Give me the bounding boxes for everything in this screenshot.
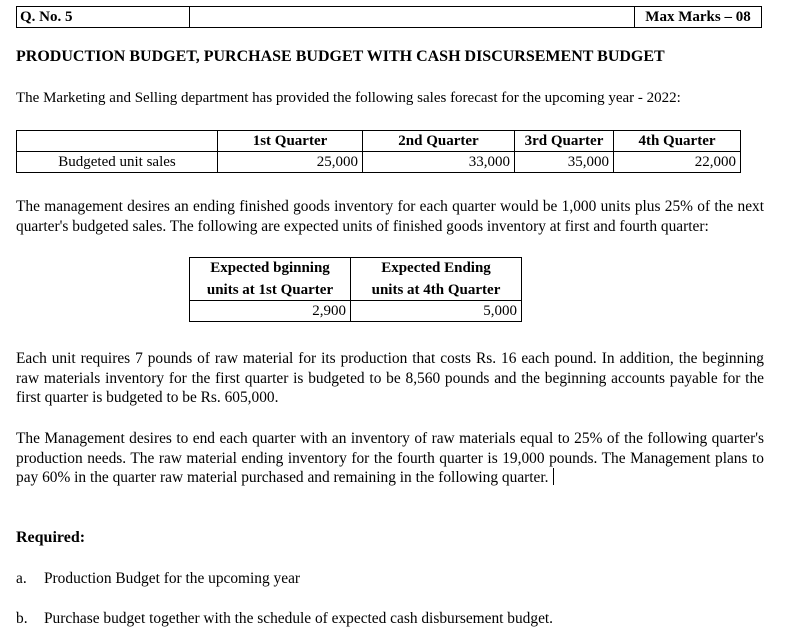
- col1-header-line2: units at 1st Quarter: [190, 278, 351, 301]
- question-header: [16, 6, 762, 28]
- max-marks: Max Marks – 08: [645, 9, 751, 25]
- question-number: Q. No. 5: [17, 7, 190, 27]
- list-marker: a.: [16, 570, 27, 587]
- raw-material-paragraph: Each unit requires 7 pounds of raw material for its production that costs Rs. 16 each pound. In addition, the beginning raw materials inventory for the first quarter is budgeted to be 8,560 pounds and the beginning accounts payable for the first quarter is budgeted to be Rs. 605,000.: [16, 350, 764, 406]
- table-corner-cell: [17, 131, 218, 152]
- header-q1: 1st Quarter: [218, 131, 363, 152]
- table-row: [17, 152, 741, 173]
- table-row: [190, 301, 522, 322]
- intro-text: The Marketing and Selling department has provided the following sales forecast for the upcoming year - 2022:: [16, 90, 681, 106]
- header-q3: 3rd Quarter: [515, 131, 614, 152]
- question-title: PRODUCTION BUDGET, PURCHASE BUDGET WITH CASH DISCURSEMENT BUDGET: [16, 48, 665, 65]
- inventory-table: [189, 257, 522, 322]
- value-q4: 22,000: [614, 152, 741, 173]
- row-label: Budgeted unit sales: [17, 152, 218, 173]
- col2-value: 5,000: [351, 301, 522, 322]
- text-cursor: [553, 468, 554, 485]
- header-spacer: [190, 7, 635, 27]
- list-item-text: Production Budget for the upcoming year: [44, 570, 301, 587]
- col2-header-line1: Expected Ending: [351, 258, 522, 279]
- list-item: [16, 570, 300, 588]
- col2-header-line2: units at 4th Quarter: [351, 278, 522, 301]
- management-paragraph: [16, 429, 764, 488]
- list-item: [16, 610, 553, 628]
- table-header-row: [17, 131, 741, 152]
- value-q1: 25,000: [218, 152, 363, 173]
- list-item-text: Purchase budget together with the schedule of expected cash disbursement budget.: [44, 610, 554, 627]
- col1-header-line1: Expected bginning: [190, 258, 351, 279]
- sales-forecast-table: [16, 130, 741, 173]
- management-paragraph-text: The Management desires to end each quarter with an inventory of raw materials equal to 25% of the following quarter's production needs. The raw material ending inventory for the fourth quarter is 19,000 pounds. The Management plans to pay 60% in the quarter raw material purchased and remaining in the following quarter.: [16, 430, 764, 486]
- value-q2: 33,000: [363, 152, 515, 173]
- inventory-paragraph: The management desires an ending finished goods inventory for each quarter would be 1,000 units plus 25% of the next quarter's budgeted sales. The following are expected units of finished goods inventory at first and fourth quarter:: [16, 198, 764, 235]
- list-marker: b.: [16, 610, 28, 627]
- header-q2: 2nd Quarter: [363, 131, 515, 152]
- value-q3: 35,000: [515, 152, 614, 173]
- header-q4: 4th Quarter: [614, 131, 741, 152]
- required-heading: Required:: [16, 529, 86, 546]
- col1-value: 2,900: [190, 301, 351, 322]
